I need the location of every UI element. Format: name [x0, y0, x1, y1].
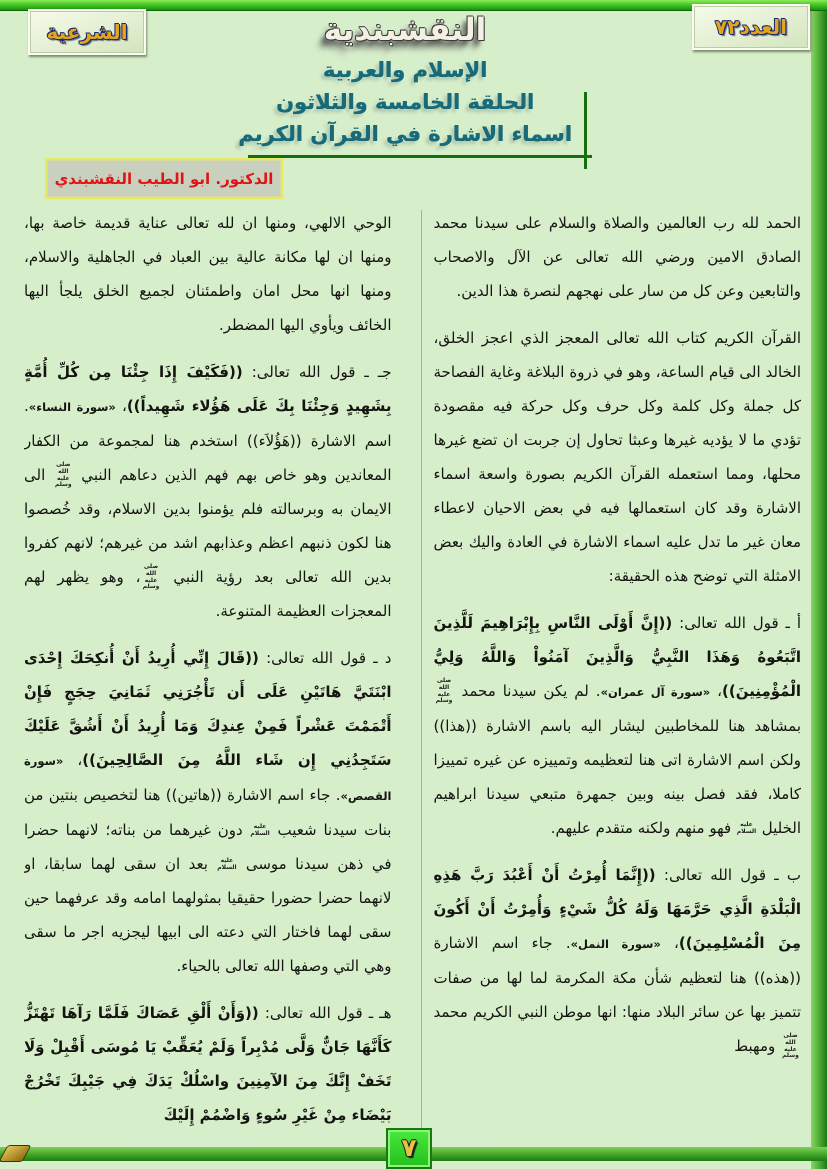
body-text: الى الايمان به وبرسالته فلم يؤمنوا بدين الاسلام، وقد خُصصوا هنا لكون ذنبهم اعظم وعذابهم اشد من غيرهم؛ لانهم كفروا بدين الله تعالى بعد رؤية النبي	[24, 466, 392, 586]
subtitle-episode-number: الحلقة الخامسة والثلاثون	[275, 90, 535, 114]
body-text: ، وهو يظهر لهم المعجزات العظيمة المتنوعة.	[24, 568, 392, 620]
paragraph	[24, 206, 392, 342]
paragraph	[24, 355, 392, 628]
body-text: القرآن الكريم كتاب الله تعالى المعجز الذي اعجز الخلق، الخالد الى قيام الساعة، وهو في ذروة البلاغة وغاية الفصاحة كل جملة وكل كلمة وكل حرف وكل حركة فيه مقصودة تؤدي ما لا يؤديه غيرها وعبثا تحاول إن جربت ان تضع غيرها محلها، ومما استعمله القرآن الكريم بصورة واسعة اسماء الاشارة وقد كان استعمالها فيه في بعض الاحيان لاعطاء معان غير ما تدل عليه اسماء الاشارة في العادة واليك بعض الامثلة التي توضح هذه الحقيقة:	[433, 329, 801, 585]
sura-reference: «سورة القصص»	[24, 754, 392, 803]
honorific-ligature: صلى الله عليه وسلم	[435, 676, 453, 705]
quran-verse: ((وَأَنْ أَلْقِ عَصَاكَ فَلَمَّا رَآهَا تَهْتَزُّ كَأَنَّهَا جَانٌّ وَلَّى مُدْبِراً وَلَمْ يُعَقِّبْ يَا مُوسَى أَقْبِلْ وَلَا تَخَفْ إِنَّكَ مِنَ الآمِنِينَ واسْلُكْ يَدَكَ فِي جَيْبِكَ تَخْرُجْ بَيْضَاء مِنْ غَيْرِ سُوءٍ وَاضْمُمْ إِلَيْكَ	[24, 1004, 392, 1124]
sura-reference: «سورة النساء»	[28, 400, 116, 414]
paragraph	[24, 996, 392, 1132]
section-label: الشرعية	[46, 20, 128, 44]
paragraph	[434, 206, 802, 308]
author-name: الدكتور. ابو الطيب النقشبندي	[54, 169, 274, 188]
quran-verse: ((فَكَيْفَ إِذَا جِئْنَا مِن كُلِّ أُمَّةٍ بِشَهِيدٍ وَجِئْنَا بِكَ عَلَى هَؤُلاء شَهِيداً))	[24, 363, 392, 415]
paragraph	[434, 858, 802, 1063]
quran-verse: ((إِنَّمَا أُمِرْتُ أَنْ أَعْبُدَ رَبَّ هَذِهِ الْبَلْدَةِ الَّذِي حَرَّمَهَا وَلَهُ كُلُّ شَيْءٍ وَأُمِرْتُ أَنْ أَكُونَ مِنَ الْمُسْلِمِينَ))	[433, 866, 801, 952]
body-text: د ـ قول الله تعالى:	[258, 649, 392, 667]
right-green-band	[811, 0, 827, 1169]
body-text: دون غيرهما من بناته؛ لانهما حضرا في ذهن سيدنا موسى	[24, 821, 392, 873]
body-text: هـ ـ قول الله تعالى:	[258, 1004, 392, 1022]
article-title: اسماء الاشارة في القرآن الكريم	[238, 122, 572, 146]
quran-verse: ((إِنَّ أَوْلَى النَّاسِ بِإِبْرَاهِيمَ لَلَّذِينَ اتَّبَعُوهُ وَهَذَا النَّبِيُّ وَالَّذِينَ آمَنُواْ وَاللَّهُ وَلِيُّ الْمُؤْمِنِينَ))	[433, 614, 801, 700]
magazine-title: النقشبندية	[323, 12, 487, 48]
body-text: بعد ان سقى لهما سابقا، او لانهما حضرا حضورا حقيقيا بمثولهما امامه وقد عرفهما حين سقى لهما فاختار التي دعته الى ابيها ليجزيه اجر ما سقى وهي التي وصفها الله تعالى بالحياء.	[24, 855, 392, 975]
body-text: الحمد لله رب العالمين والصلاة والسلام على سيدنا محمد الصادق الامين ورضي الله تعالى عن الآل والاصحاب والتابعين وعن كل من سار على نهجهم لنصرة هذا الدين.	[433, 214, 801, 300]
article-body	[24, 206, 801, 1146]
body-text: جـ ـ قول الله تعالى:	[242, 363, 392, 381]
header-vertical-line	[584, 92, 587, 169]
column-divider	[421, 210, 422, 1130]
body-text: ،	[710, 682, 723, 700]
body-text: . اسم الاشارة ((هَؤُلاَء)) استخدم هنا لمجموعة من الكفار المعاندين وهو خاص بهم فهم الذين دعاهم النبي	[24, 397, 392, 484]
page-number: ٧	[401, 1133, 417, 1162]
subtitle-islam-and-arabic: الإسلام والعربية	[322, 58, 488, 82]
body-text: بمشاهد هنا للمخاطبين ليشار اليه باسم الاشارة ((هذا)) ولكن اسم الاشارة اتى هنا لتعظيمه وتمييزه عن غيره تمييزا كاملا، فقد فصل بينه وبين جمهرة متبعي سيدنا ابراهيم الخليل	[433, 717, 801, 837]
issue-number-label: العدد٧٢	[715, 15, 787, 39]
section-label-box	[28, 9, 146, 55]
body-text: ،	[660, 934, 679, 952]
honorific-ligature: صلى الله عليه وسلم	[142, 562, 160, 591]
body-text: الوحي الالهي، ومنها ان لله تعالى عناية قديمة خاصة بها، ومنها ان لها مكانة عالية بين العباد في الجاهلية والاسلام، ومنها انها محل امان واطمئنان لجميع الخلق يلجأ اليها الخائف ويأوي اليها المضطر.	[24, 214, 392, 334]
honorific-ligature: عليه السلام	[736, 820, 757, 835]
honorific-ligature: صلى الله عليه وسلم	[54, 460, 72, 489]
sura-reference: «سورة النمل»	[570, 937, 661, 951]
page-number-box	[386, 1128, 432, 1169]
column-left	[24, 206, 392, 1146]
sura-reference: «سورة آل عمران»	[600, 685, 711, 699]
issue-number-box	[692, 4, 810, 50]
paragraph	[434, 606, 802, 845]
author-box	[45, 158, 283, 199]
body-text: . جاء اسم الاشارة ((هاتين)) هنا لتخصيص بنتين من بنات سيدنا شعيب	[24, 786, 392, 839]
body-text: . جاء اسم الاشارة ((هذه)) هنا لتعظيم شأن مكة المكرمة لما لها من صفات تتميز بها عن سائر البلاد منها: انها موطن النبي الكريم محمد	[433, 934, 801, 1021]
column-right	[434, 206, 802, 1146]
honorific-ligature: عليه السلام	[217, 856, 237, 871]
quran-verse: ((قَالَ إِنِّي أُرِيدُ أَنْ أُنكِحَكَ إِحْدَى ابْنَتَيَّ هَاتَيْنِ عَلَى أَن تَأْجُرَنِي ثَمَانِيَ حِجَجٍ فَإِنْ أَتْمَمْتَ عَشْراً فَمِنْ عِندِكَ وَمَا أُرِيدُ أَنْ أَشُقَّ عَلَيْكَ سَتَجِدُنِي إِن شَاء اللَّهُ مِنَ الصَّالِحِينَ))	[24, 649, 392, 769]
body-text: . لم يكن سيدنا محمد	[454, 682, 601, 700]
body-text: ومهبط	[734, 1037, 780, 1055]
honorific-ligature: عليه السلام	[250, 822, 270, 837]
honorific-ligature: صلى الله عليه وسلم	[782, 1031, 799, 1060]
header-underline	[248, 155, 592, 158]
body-text: ،	[63, 751, 83, 769]
body-text: أ ـ قول الله تعالى:	[672, 614, 801, 632]
paragraph	[24, 641, 392, 983]
body-text: فهو منهم ولكنه متقدم عليهم.	[550, 819, 736, 837]
paragraph	[434, 321, 802, 593]
body-text: ب ـ قول الله تعالى:	[655, 866, 801, 884]
body-text: ،	[115, 397, 127, 415]
